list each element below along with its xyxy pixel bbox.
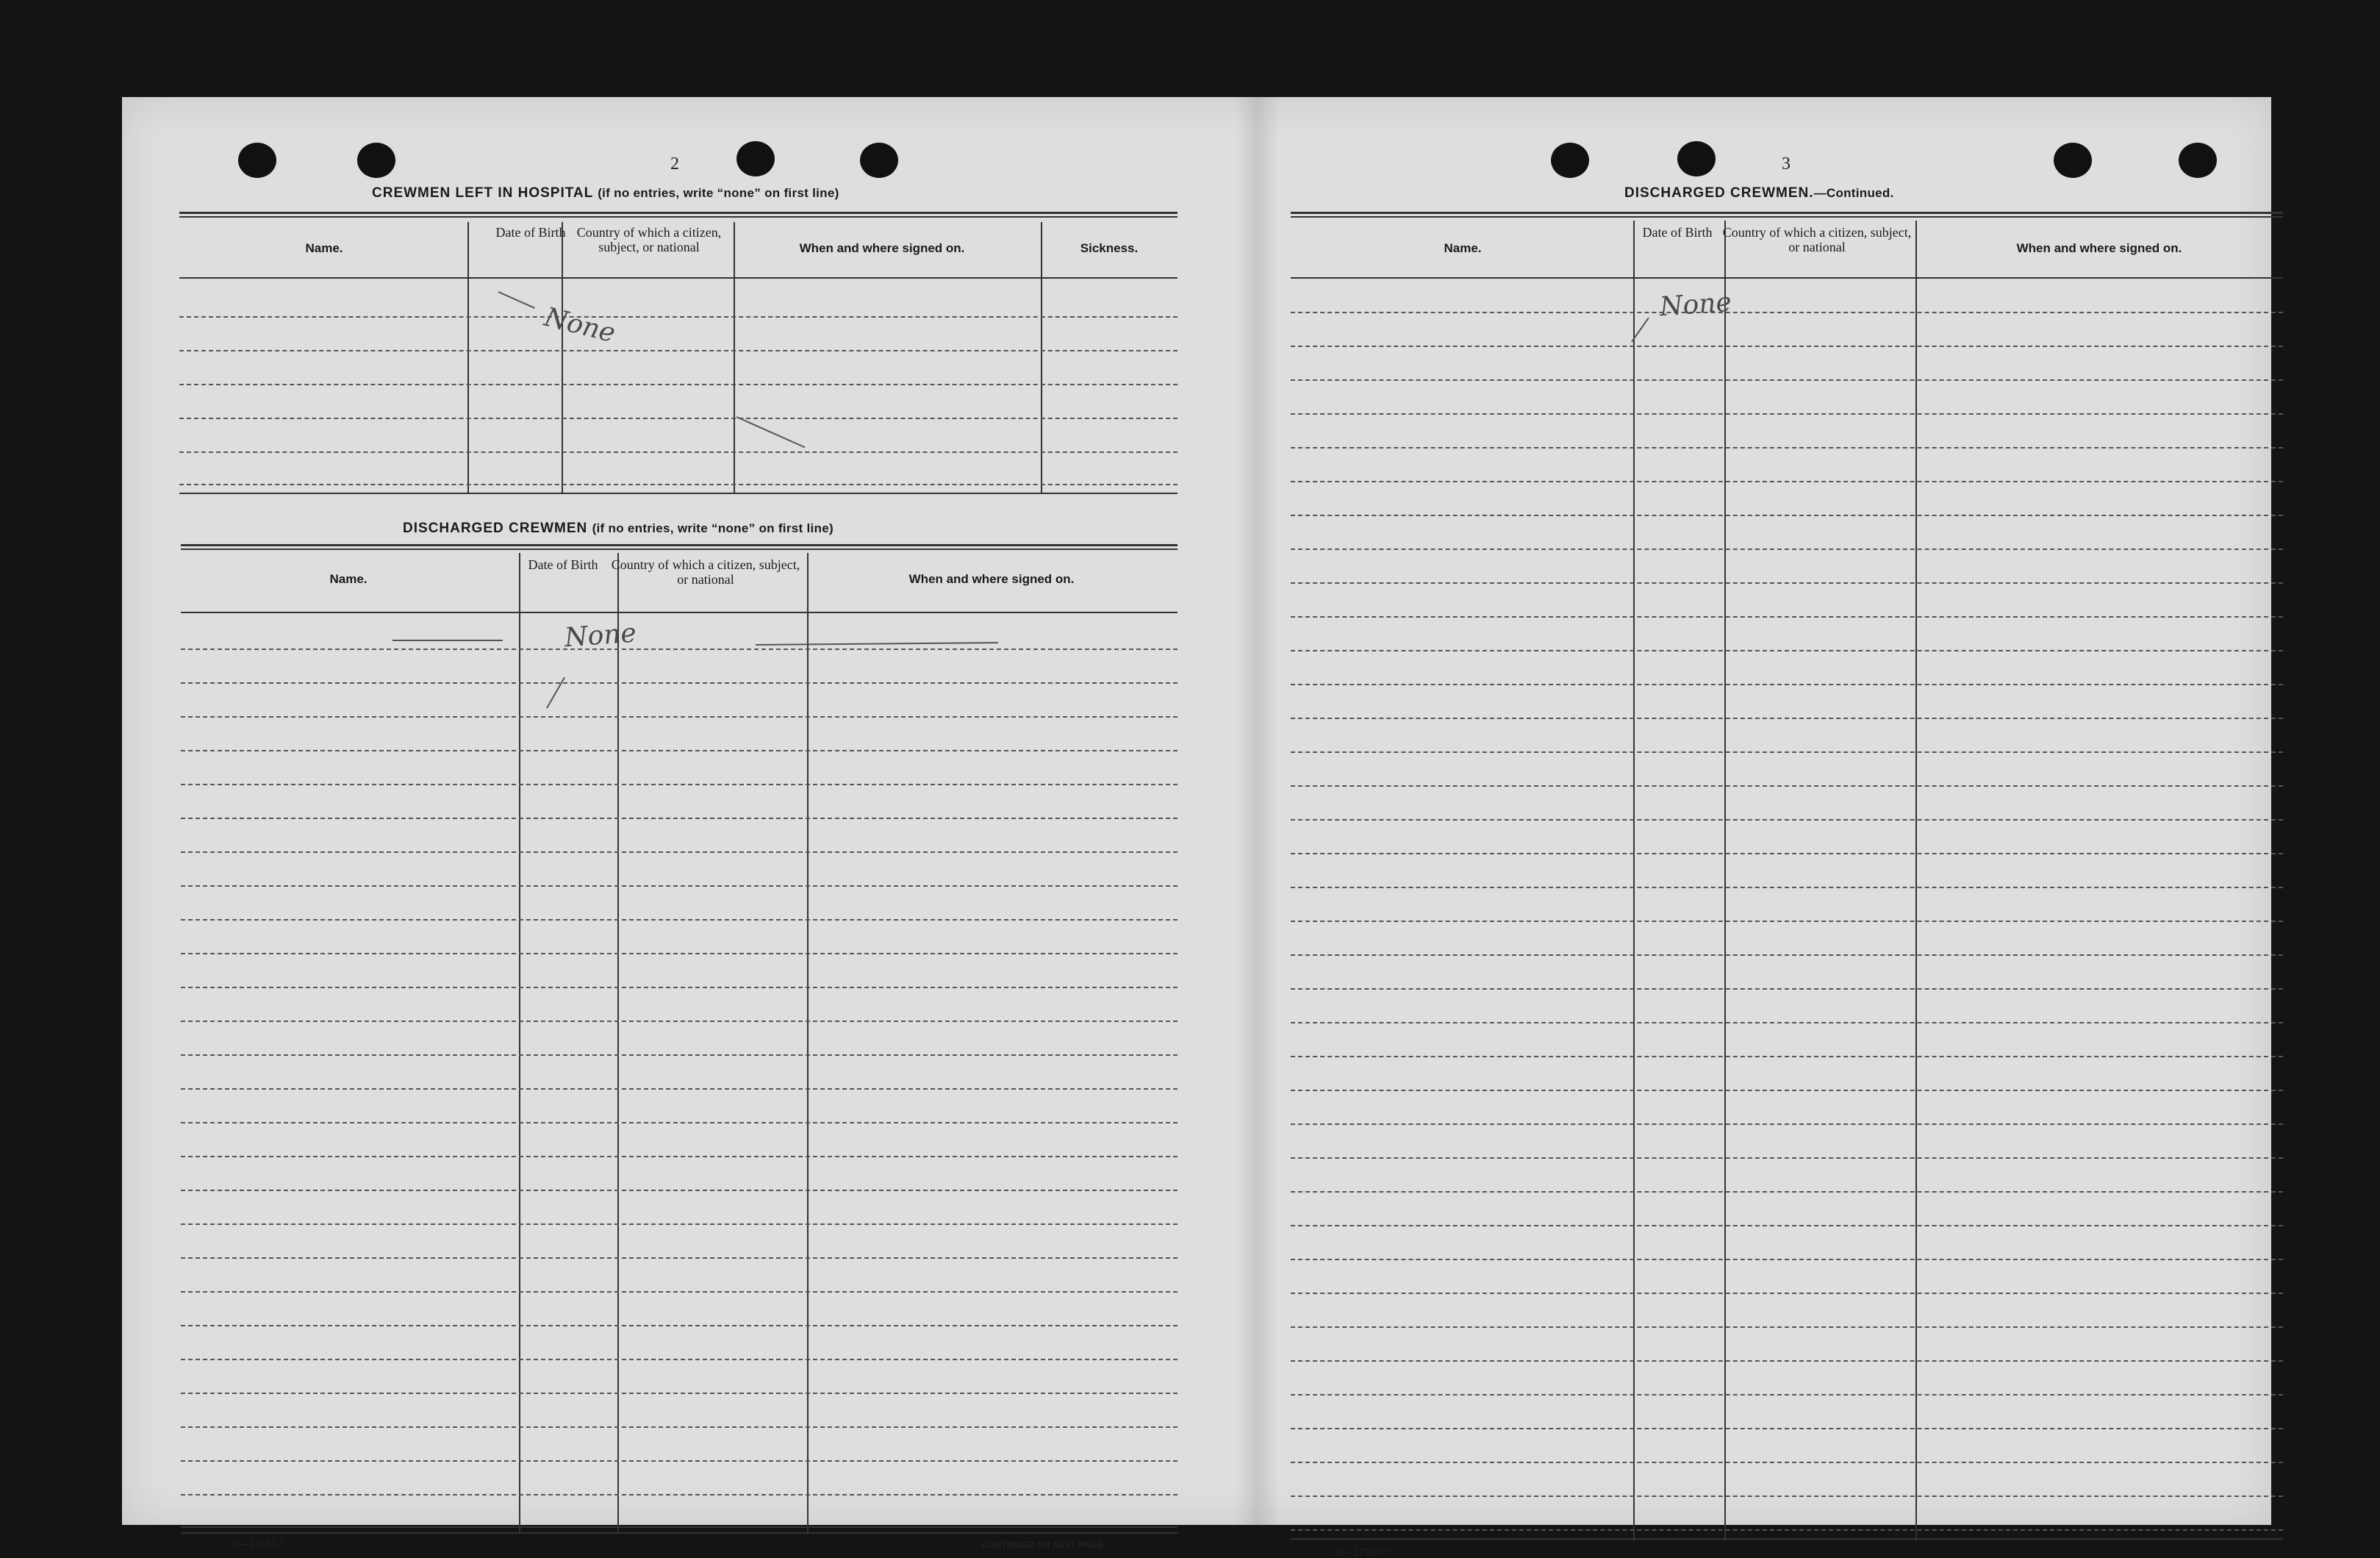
table-row xyxy=(179,350,1178,351)
discharged-top-rule xyxy=(181,544,1178,550)
right-section-title xyxy=(1624,185,1894,201)
discharged-col-name: Name. xyxy=(329,572,368,586)
discharged-bottom-rule xyxy=(181,1526,1178,1528)
continued-note: CONTINUED ON NEXT PAGE. xyxy=(982,1540,1105,1550)
page-number: 2 xyxy=(670,154,679,174)
right-header-rule xyxy=(1291,277,2283,279)
table-row xyxy=(1291,1360,2283,1362)
page-gutter xyxy=(1236,97,1280,1525)
discharged-col-divider xyxy=(519,553,520,1534)
hospital-title-text: CREWMEN LEFT IN HOSPITAL xyxy=(372,185,593,201)
hospital-col-signed-on: When and where signed on. xyxy=(799,241,965,255)
table-row xyxy=(1291,684,2283,685)
handwritten-stroke xyxy=(498,291,535,309)
table-row xyxy=(181,851,1178,853)
table-row xyxy=(181,1223,1178,1225)
right-top-rule xyxy=(1291,212,2283,218)
table-row xyxy=(179,484,1178,485)
table-row xyxy=(181,1460,1178,1462)
table-row xyxy=(1291,1259,2283,1260)
table-row xyxy=(1291,515,2283,516)
right-col-divider xyxy=(1915,221,1917,1541)
table-row xyxy=(1291,1462,2283,1463)
table-row xyxy=(181,1257,1178,1259)
table-row xyxy=(1291,785,2283,787)
table-row xyxy=(1291,312,2283,313)
table-row xyxy=(181,1494,1178,1496)
table-row xyxy=(1291,1191,2283,1193)
hospital-title-note: (if no entries, write “none” on first line) xyxy=(598,186,839,200)
table-row xyxy=(179,384,1178,385)
table-row xyxy=(181,648,1178,650)
punch-hole xyxy=(357,143,395,178)
table-row xyxy=(1291,548,2283,550)
table-row xyxy=(1291,1090,2283,1091)
table-row xyxy=(181,1393,1178,1394)
table-row xyxy=(1291,582,2283,584)
table-row xyxy=(1291,1123,2283,1125)
table-row xyxy=(1291,1326,2283,1328)
punch-hole xyxy=(736,141,775,176)
discharged-col-divider xyxy=(617,553,619,1534)
table-row xyxy=(181,1291,1178,1293)
table-row xyxy=(181,919,1178,921)
discharged-title-note: (if no entries, write “none” on first line) xyxy=(592,521,834,535)
table-row xyxy=(181,987,1178,988)
table-row xyxy=(1291,1056,2283,1057)
handwritten-stroke xyxy=(756,642,998,646)
table-row xyxy=(181,1156,1178,1157)
right-handwritten-none: None xyxy=(1658,287,1732,323)
document-sheet xyxy=(122,97,2271,1558)
table-row xyxy=(1291,1022,2283,1023)
hospital-col-dob: Date of Birth xyxy=(495,225,566,240)
hospital-header-rule xyxy=(179,277,1178,279)
handwritten-stroke xyxy=(736,416,806,448)
table-row xyxy=(1291,650,2283,651)
discharged-title-text: DISCHARGED CREWMEN xyxy=(403,521,588,536)
table-row xyxy=(181,1088,1178,1090)
table-row xyxy=(1291,379,2283,381)
discharged-col-signed-on: When and where signed on. xyxy=(908,572,1075,586)
punch-hole xyxy=(2179,143,2217,178)
table-row xyxy=(1291,346,2283,347)
punch-hole xyxy=(1551,143,1589,178)
table-row xyxy=(1291,413,2283,415)
form-number: 16—17387-7 xyxy=(229,1538,285,1549)
table-row xyxy=(179,451,1178,453)
table-row xyxy=(1291,921,2283,922)
table-row xyxy=(181,818,1178,819)
right-col-divider xyxy=(1633,221,1635,1541)
right-col-dob: Date of Birth xyxy=(1642,225,1713,240)
table-row xyxy=(181,1122,1178,1123)
hospital-col-sickness: Sickness. xyxy=(1080,241,1139,255)
table-row xyxy=(179,418,1178,419)
table-row xyxy=(1291,1496,2283,1497)
table-row xyxy=(1291,887,2283,888)
right-title-text: DISCHARGED CREWMEN. xyxy=(1624,185,1814,201)
punch-hole xyxy=(860,143,898,178)
right-title-note: —Continued. xyxy=(1813,186,1894,200)
form-number: 16—17387-7 xyxy=(1333,1547,1389,1558)
discharged-col-country: Country of which a citizen, subject, or national xyxy=(611,557,800,587)
table-row xyxy=(1291,853,2283,854)
table-row xyxy=(1291,481,2283,482)
table-row xyxy=(181,1359,1178,1360)
table-row xyxy=(181,953,1178,954)
discharged-col-dob: Date of Birth xyxy=(528,557,598,572)
table-row xyxy=(1291,447,2283,449)
right-col-divider xyxy=(1724,221,1726,1541)
table-row xyxy=(1291,1293,2283,1294)
hospital-col-name: Name. xyxy=(305,241,343,255)
discharged-header-rule xyxy=(181,612,1178,613)
right-col-name: Name. xyxy=(1444,241,1482,255)
hospital-top-rule xyxy=(179,212,1178,218)
handwritten-stroke xyxy=(393,640,503,641)
table-row xyxy=(181,885,1178,887)
punch-hole xyxy=(1677,141,1716,176)
table-row xyxy=(1291,1394,2283,1396)
right-col-country: Country of which a citizen, subject, or national xyxy=(1722,225,1912,254)
hospital-handwritten-none: None xyxy=(541,301,619,349)
table-row xyxy=(1291,819,2283,821)
table-row xyxy=(181,1426,1178,1428)
right-col-signed-on: When and where signed on. xyxy=(2016,241,2182,255)
table-row xyxy=(181,1021,1178,1022)
table-row xyxy=(1291,1428,2283,1429)
punch-hole xyxy=(2054,143,2092,178)
punch-hole xyxy=(238,143,276,178)
right-bottom-rule xyxy=(1291,1538,2283,1540)
table-row xyxy=(1291,1529,2283,1531)
page-number: 3 xyxy=(1782,154,1791,174)
table-row xyxy=(1291,988,2283,990)
table-row xyxy=(1291,751,2283,753)
table-row xyxy=(181,1325,1178,1326)
table-row xyxy=(181,784,1178,785)
hospital-section-title xyxy=(372,185,839,201)
table-row xyxy=(181,682,1178,684)
discharged-bottom-rule-2 xyxy=(181,1532,1178,1534)
table-row xyxy=(181,716,1178,718)
table-row xyxy=(181,1190,1178,1191)
discharged-handwritten-none: None xyxy=(563,618,637,654)
hospital-col-country: Country of which a citizen, subject, or national xyxy=(576,225,722,254)
table-row xyxy=(1291,954,2283,956)
table-row xyxy=(1291,1225,2283,1226)
table-row xyxy=(1291,616,2283,618)
table-row xyxy=(181,1054,1178,1056)
table-row xyxy=(1291,718,2283,719)
table-row xyxy=(1291,1157,2283,1159)
table-row xyxy=(181,750,1178,751)
table-row xyxy=(179,316,1178,318)
discharged-col-divider xyxy=(807,553,809,1534)
hospital-bottom-rule xyxy=(179,493,1178,494)
discharged-section-title xyxy=(403,521,834,537)
